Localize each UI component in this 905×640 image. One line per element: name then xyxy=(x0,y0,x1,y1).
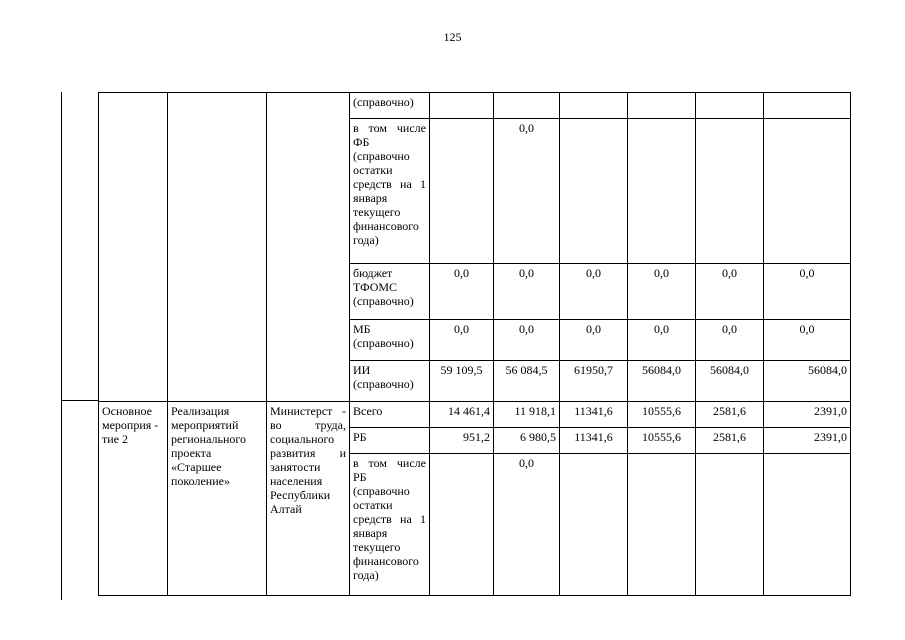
value-cell: 56084,0 xyxy=(764,361,851,402)
value-cell: 0,0 xyxy=(696,264,764,320)
value-cell: 59 109,5 xyxy=(430,361,494,402)
value-cell: 0,0 xyxy=(430,264,494,320)
value-cell xyxy=(628,454,696,596)
value-cell xyxy=(696,454,764,596)
value-cell xyxy=(696,119,764,264)
value-cell: 0,0 xyxy=(494,264,560,320)
value-cell: 0,0 xyxy=(494,320,560,361)
value-cell: 11341,6 xyxy=(560,428,628,454)
value-cell: 56 084,5 xyxy=(494,361,560,402)
value-cell: 0,0 xyxy=(628,264,696,320)
value-cell: 0,0 xyxy=(494,119,560,264)
value-cell xyxy=(764,454,851,596)
funding-source-cell: (справочно) xyxy=(350,93,430,119)
funding-source-cell: РБ xyxy=(350,428,430,454)
funding-source-cell: бюджет ТФОМС (справочно) xyxy=(350,264,430,320)
value-cell xyxy=(560,93,628,119)
value-cell: 0,0 xyxy=(764,264,851,320)
value-cell xyxy=(628,119,696,264)
value-cell: 56084,0 xyxy=(696,361,764,402)
value-cell: 10555,6 xyxy=(628,428,696,454)
page-number: 125 xyxy=(443,30,462,44)
activity-name-cell xyxy=(168,93,267,402)
activity-type-cell xyxy=(99,93,168,402)
value-cell: 10555,6 xyxy=(628,402,696,428)
value-cell xyxy=(696,93,764,119)
value-cell xyxy=(560,454,628,596)
left-border-line xyxy=(61,92,62,600)
activity-name-cell: Реализация мероприятий регионального проекта «Старшее поколение» xyxy=(168,402,267,596)
funding-source-cell: Всего xyxy=(350,402,430,428)
row-separator-line xyxy=(61,400,98,401)
activity-type-cell: Основное мероприя - тие 2 xyxy=(99,402,168,596)
value-cell xyxy=(628,93,696,119)
value-cell: 2581,6 xyxy=(696,428,764,454)
value-cell xyxy=(560,119,628,264)
value-cell: 2581,6 xyxy=(696,402,764,428)
value-cell: 61950,7 xyxy=(560,361,628,402)
executor-cell xyxy=(267,93,350,402)
funding-source-cell: МБ (справочно) xyxy=(350,320,430,361)
table-row xyxy=(99,93,851,119)
value-cell xyxy=(430,119,494,264)
value-cell: 11341,6 xyxy=(560,402,628,428)
value-cell xyxy=(494,93,560,119)
value-cell: 0,0 xyxy=(764,320,851,361)
value-cell xyxy=(764,93,851,119)
table-row xyxy=(99,402,851,428)
value-cell: 56084,0 xyxy=(628,361,696,402)
executor-cell: Министерст - во труда, социального развития и занятости населения Республики Алтай xyxy=(267,402,350,596)
value-cell: 0,0 xyxy=(560,320,628,361)
value-cell: 2391,0 xyxy=(764,402,851,428)
value-cell: 0,0 xyxy=(696,320,764,361)
value-cell: 2391,0 xyxy=(764,428,851,454)
value-cell: 0,0 xyxy=(430,320,494,361)
value-cell: 0,0 xyxy=(628,320,696,361)
funding-source-cell: ИИ (справочно) xyxy=(350,361,430,402)
value-cell: 14 461,4 xyxy=(430,402,494,428)
funding-source-cell: в том числе ФБ (справочно остатки средств на 1 января текущего финансового года) xyxy=(350,119,430,264)
value-cell: 6 980,5 xyxy=(494,428,560,454)
value-cell: 951,2 xyxy=(430,428,494,454)
value-cell: 11 918,1 xyxy=(494,402,560,428)
value-cell xyxy=(430,454,494,596)
value-cell xyxy=(764,119,851,264)
value-cell: 0,0 xyxy=(494,454,560,596)
value-cell xyxy=(430,93,494,119)
funding-source-cell: в том числе РБ (справочно остатки средств на 1 января текущего финансового года) xyxy=(350,454,430,596)
budget-table xyxy=(98,92,851,596)
value-cell: 0,0 xyxy=(560,264,628,320)
